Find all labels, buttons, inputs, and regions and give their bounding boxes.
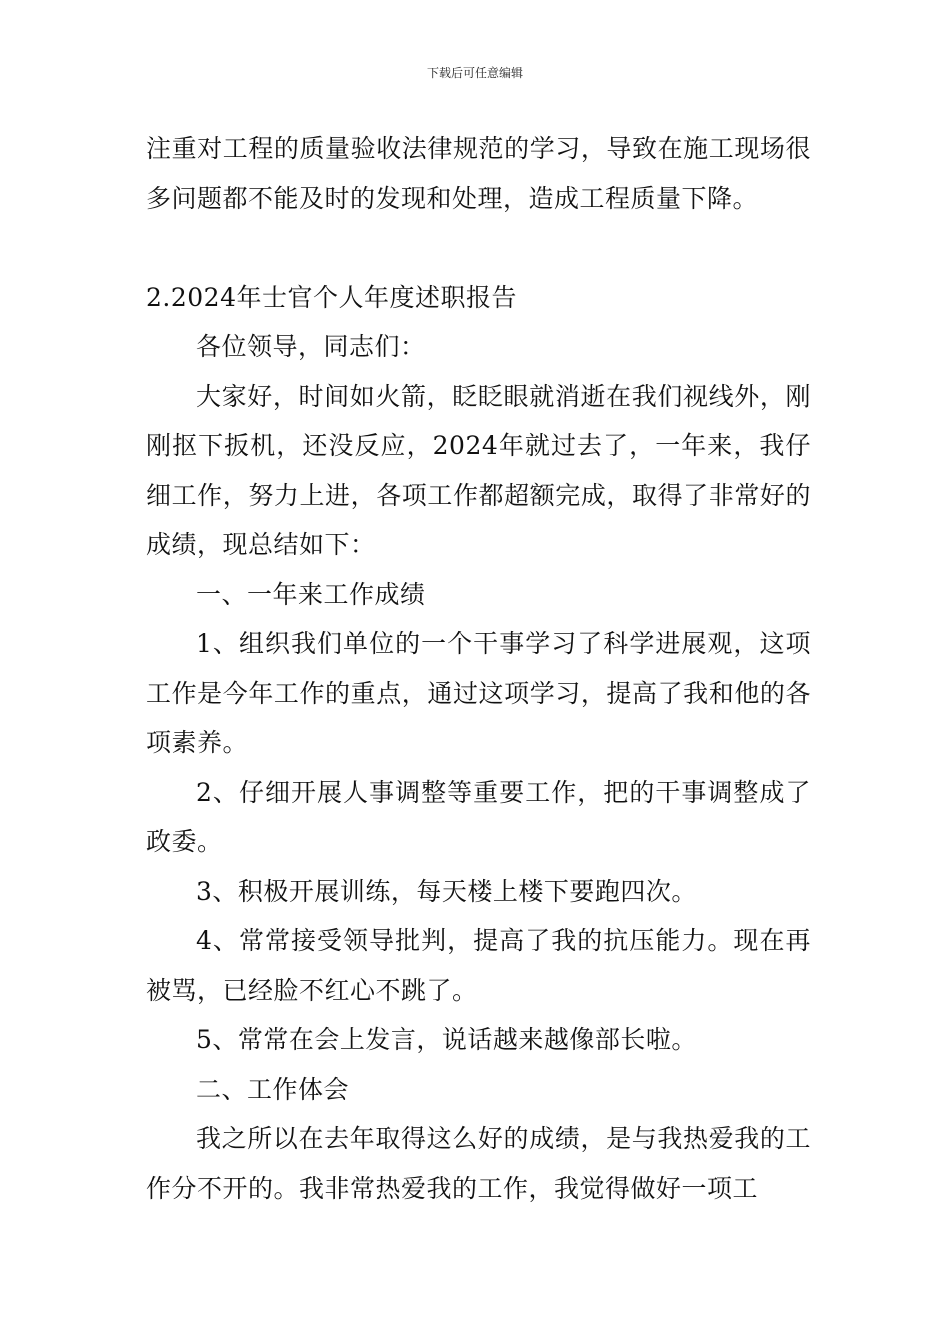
paragraph-continuation: 注重对工程的质量验收法律规范的学习，导致在施工现场很多问题都不能及时的发现和处理，造成工程质量下降。 (146, 134, 811, 213)
paragraph-experience: 我之所以在去年取得这么好的成绩，是与我热爱我的工作分不开的。我非常热爱我的工作，我觉得做好一项工 (146, 1124, 811, 1203)
salutation: 各位领导，同志们： (196, 332, 426, 361)
list-item-1: 1、组织我们单位的一个干事学习了科学进展观，这项工作是今年工作的重点，通过这项学习，提高了我和他的各项素养。 (146, 629, 811, 757)
document-body (146, 124, 811, 1213)
subheading-experience: 二、工作体会 (196, 1074, 350, 1104)
page-header-note: 下载后可任意编辑 (426, 66, 523, 80)
subheading-achievements: 一、一年来工作成绩 (196, 579, 426, 609)
section-heading: 2.2024年士官个人年度述职报告 (146, 282, 517, 312)
list-item-4: 4、常常接受领导批判，提高了我的抗压能力。现在再被骂，已经脸不红心不跳了。 (146, 926, 811, 1005)
paragraph-intro: 大家好，时间如火箭，眨眨眼就消逝在我们视线外，刚刚抠下扳机，还没反应，2024年就过去了，一年来，我仔细工作，努力上进，各项工作都超额完成，取得了非常好的成绩，现总结如下： (146, 381, 811, 559)
paragraph-gap (146, 223, 811, 273)
list-item-2: 2、仔细开展人事调整等重要工作，把的干事调整成了政委。 (146, 777, 811, 856)
list-item-3: 3、积极开展训练，每天楼上楼下要跑四次。 (196, 876, 697, 906)
list-item-5: 5、常常在会上发言，说话越来越像部长啦。 (196, 1025, 697, 1054)
